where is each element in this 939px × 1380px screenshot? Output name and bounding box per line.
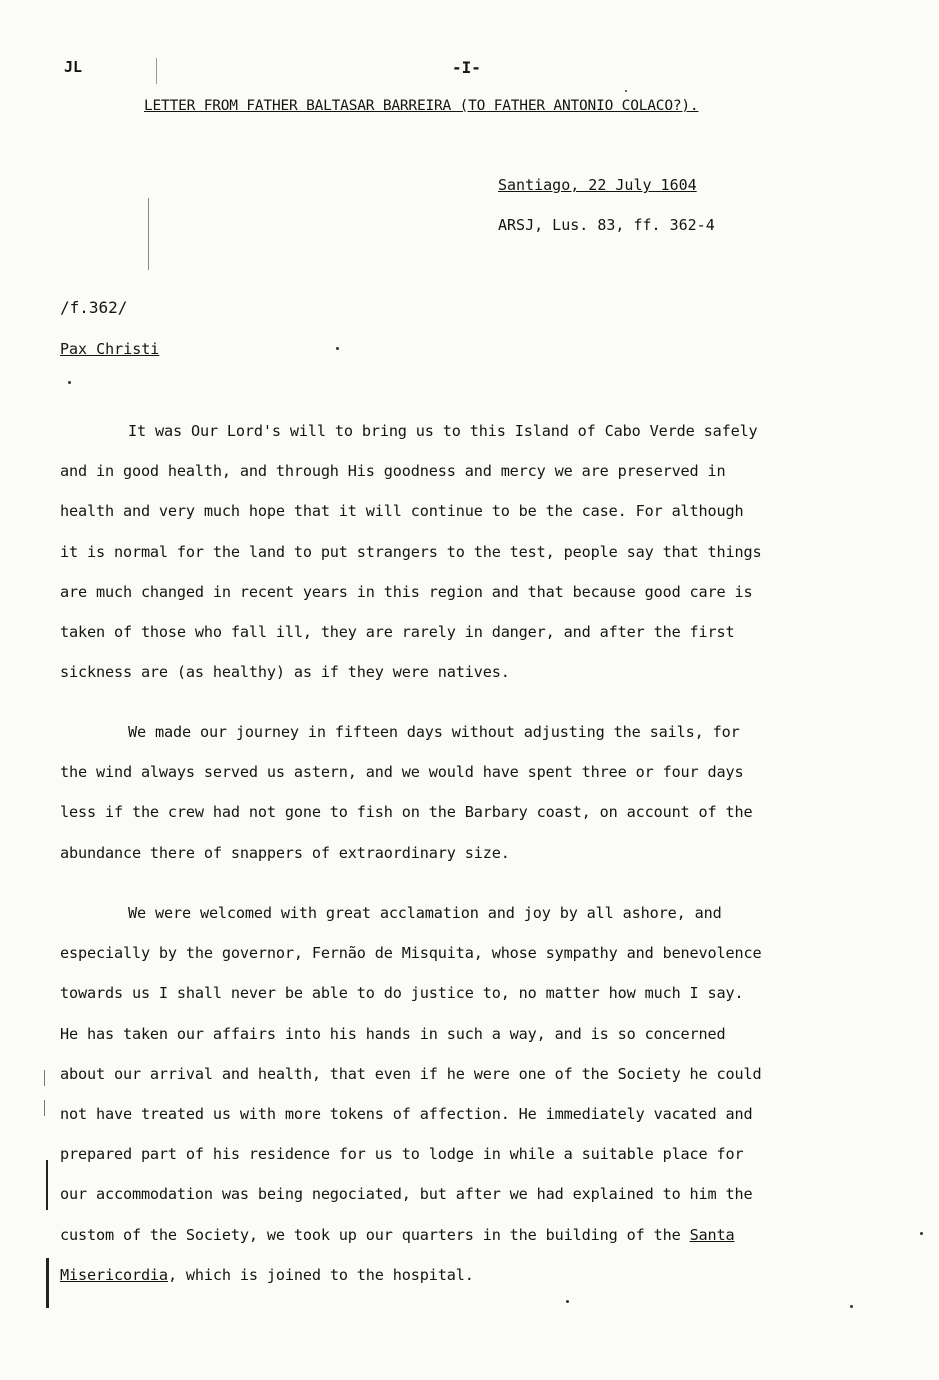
paragraph-line: It was Our Lord's will to bring us to this Island of Cabo Verde safely [128,422,758,440]
paragraph-line [60,1215,860,1255]
margin-mark [44,1070,45,1086]
margin-mark [46,1258,49,1308]
margin-mark [44,1100,45,1116]
paragraph-line: the wind always served us astern, and we would have spent three or four days [60,763,744,782]
underlined-word: Santa [689,1225,735,1244]
page-number: -I- [452,58,481,77]
paragraph-line: We were welcomed with great acclamation and joy by all ashore, and [128,904,722,922]
margin-mark [46,1160,48,1210]
paragraph-line: about our arrival and health, that even if he were one of the Society he could [60,1064,762,1083]
paragraph-line: and in good health, and through His goodness and mercy we are preserved in [60,462,726,481]
paragraph-line: are much changed in recent years in this region and that because good care is [60,582,753,601]
folio-marker: /f.362/ [60,298,128,317]
paragraph-line: our accommodation was being negociated, but after we had explained to him the [60,1185,753,1204]
place-date: Santiago, 22 July 1604 [498,176,697,194]
speck [68,381,71,384]
paragraph-line: towards us I shall never be able to do justice to, no matter how much I say. [60,984,744,1003]
paragraph-3 [60,893,860,1295]
paragraph-line: especially by the governor, Fernão de Misquita, whose sympathy and benevolence [60,944,762,963]
speck [920,1232,923,1235]
paragraph-line: taken of those who fall ill, they are rarely in danger, and after the first [60,622,735,641]
paragraph-line: We made our journey in fifteen days without adjusting the sails, for [128,723,740,741]
letter-title: LETTER FROM FATHER BALTASAR BARREIRA (TO FATHER ANTONIO COLACO?). [144,98,699,114]
paragraph-line: less if the crew had not gone to fish on the Barbary coast, on account of the [60,803,753,822]
paragraph-line: prepared part of his residence for us to lodge in while a suitable place for [60,1145,744,1164]
speck [850,1305,853,1308]
speck [336,347,339,350]
margin-mark [156,58,157,84]
paragraph-line: abundance there of snappers of extraordinary size. [60,843,510,862]
paragraph-2 [60,712,860,873]
paragraph-line: not have treated us with more tokens of affection. He immediately vacated and [60,1104,753,1123]
underlined-word: Misericordia [60,1265,168,1284]
speck [625,90,627,92]
paragraph-line: He has taken our affairs into his hands in such a way, and is so concerned [60,1024,726,1043]
typist-initials: JL [64,58,83,76]
speck [566,1300,569,1303]
paragraph-line: it is normal for the land to put strangers to the test, people say that things [60,542,762,561]
line-text: custom of the Society, we took up our quarters in the building of the [60,1225,690,1244]
line-text: , which is joined to the hospital. [167,1265,474,1284]
paragraph-line: sickness are (as healthy) as if they were natives. [60,663,510,682]
salutation: Pax Christi [60,340,160,358]
margin-mark [148,198,149,270]
archive-reference: ARSJ, Lus. 83, ff. 362-4 [498,216,715,234]
paragraph-line [60,1255,860,1295]
paragraph-line: health and very much hope that it will continue to be the case. For although [60,502,744,521]
paragraph-1 [60,411,860,692]
